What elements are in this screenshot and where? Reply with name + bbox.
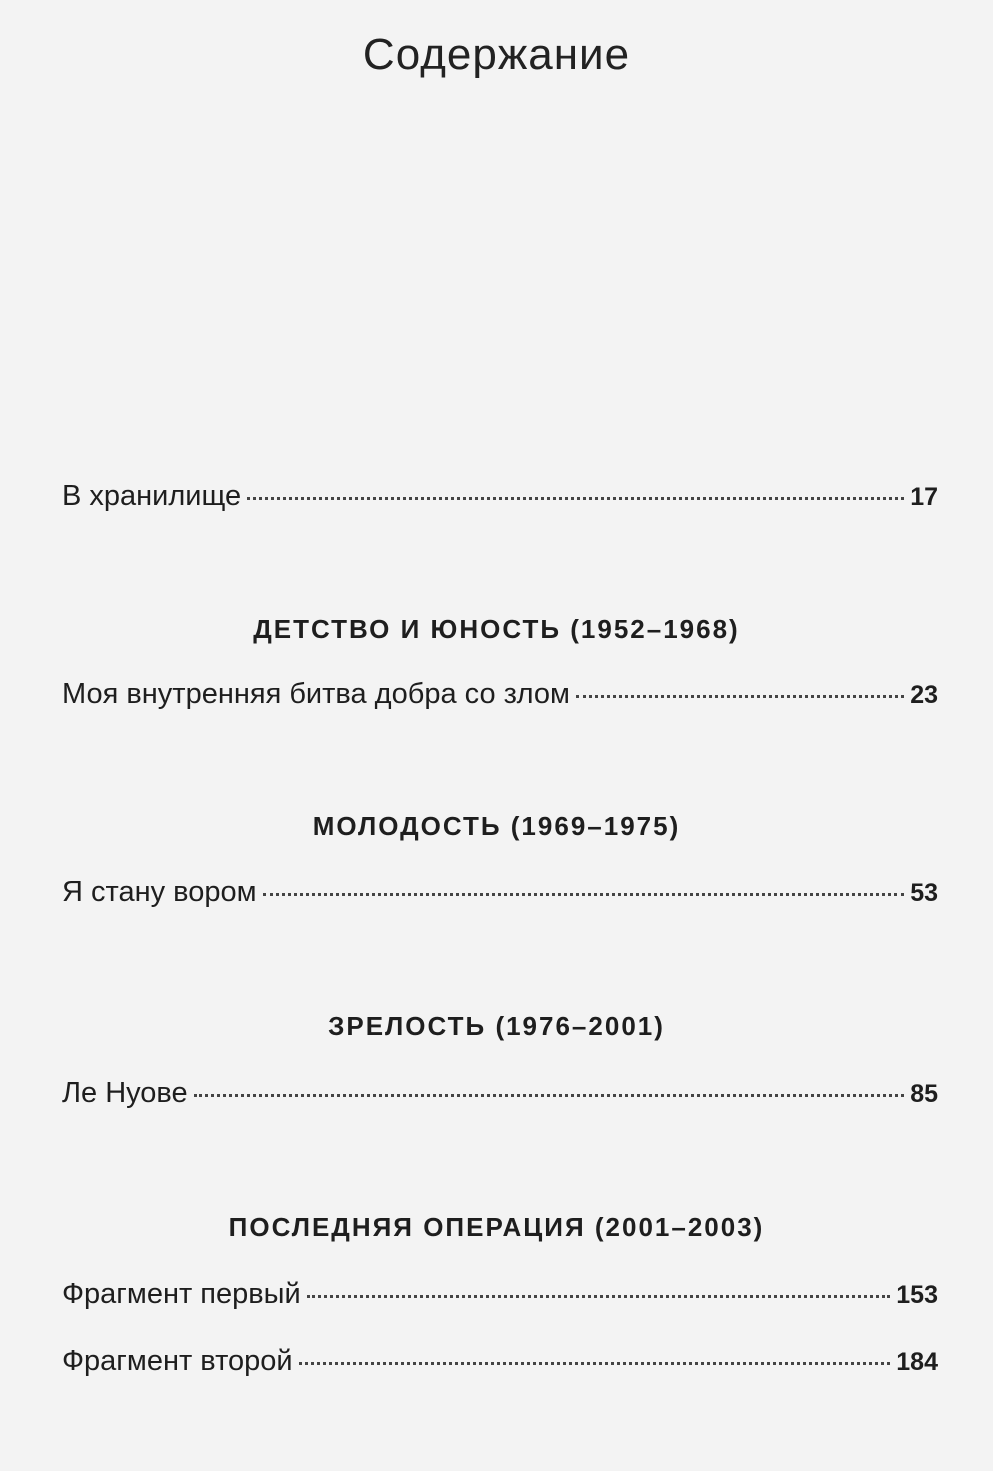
toc-entry-page: 23 <box>910 681 938 709</box>
dot-leader <box>576 695 904 698</box>
dot-leader <box>194 1094 905 1097</box>
toc-entry-title: Моя внутренняя битва добра со злом <box>62 678 570 710</box>
section-heading: ДЕТСТВО И ЮНОСТЬ (1952–1968) <box>253 614 740 644</box>
dot-leader <box>263 893 905 896</box>
toc-entry-page: 53 <box>910 879 938 907</box>
toc-entry-title: Фрагмент второй <box>62 1345 293 1377</box>
page-title: Содержание <box>362 30 631 79</box>
toc-entry-title: Ле Нуове <box>62 1077 188 1109</box>
toc-entry-page: 17 <box>910 483 938 511</box>
toc-entry[interactable] <box>62 1345 938 1378</box>
toc-entry[interactable] <box>62 1077 938 1110</box>
toc-entry-page: 153 <box>896 1281 938 1309</box>
dot-leader <box>247 497 904 500</box>
dot-leader <box>307 1295 891 1298</box>
toc-entry-title: Фрагмент первый <box>62 1278 301 1310</box>
toc-entry-page: 184 <box>896 1348 938 1376</box>
toc-entry-title: В хранилище <box>62 480 242 512</box>
section-heading: МОЛОДОСТЬ (1969–1975) <box>312 811 681 841</box>
toc-entry[interactable] <box>62 876 938 909</box>
section-heading: ПОСЛЕДНЯЯ ОПЕРАЦИЯ (2001–2003) <box>228 1212 765 1242</box>
dot-leader <box>299 1362 891 1365</box>
toc-entry[interactable] <box>62 678 938 711</box>
toc-entry-title: Я стану вором <box>62 876 257 908</box>
toc-entry[interactable] <box>62 1278 938 1311</box>
toc-entry-page: 85 <box>910 1080 938 1108</box>
toc-entry[interactable] <box>62 480 938 513</box>
section-heading: ЗРЕЛОСТЬ (1976–2001) <box>328 1011 665 1041</box>
